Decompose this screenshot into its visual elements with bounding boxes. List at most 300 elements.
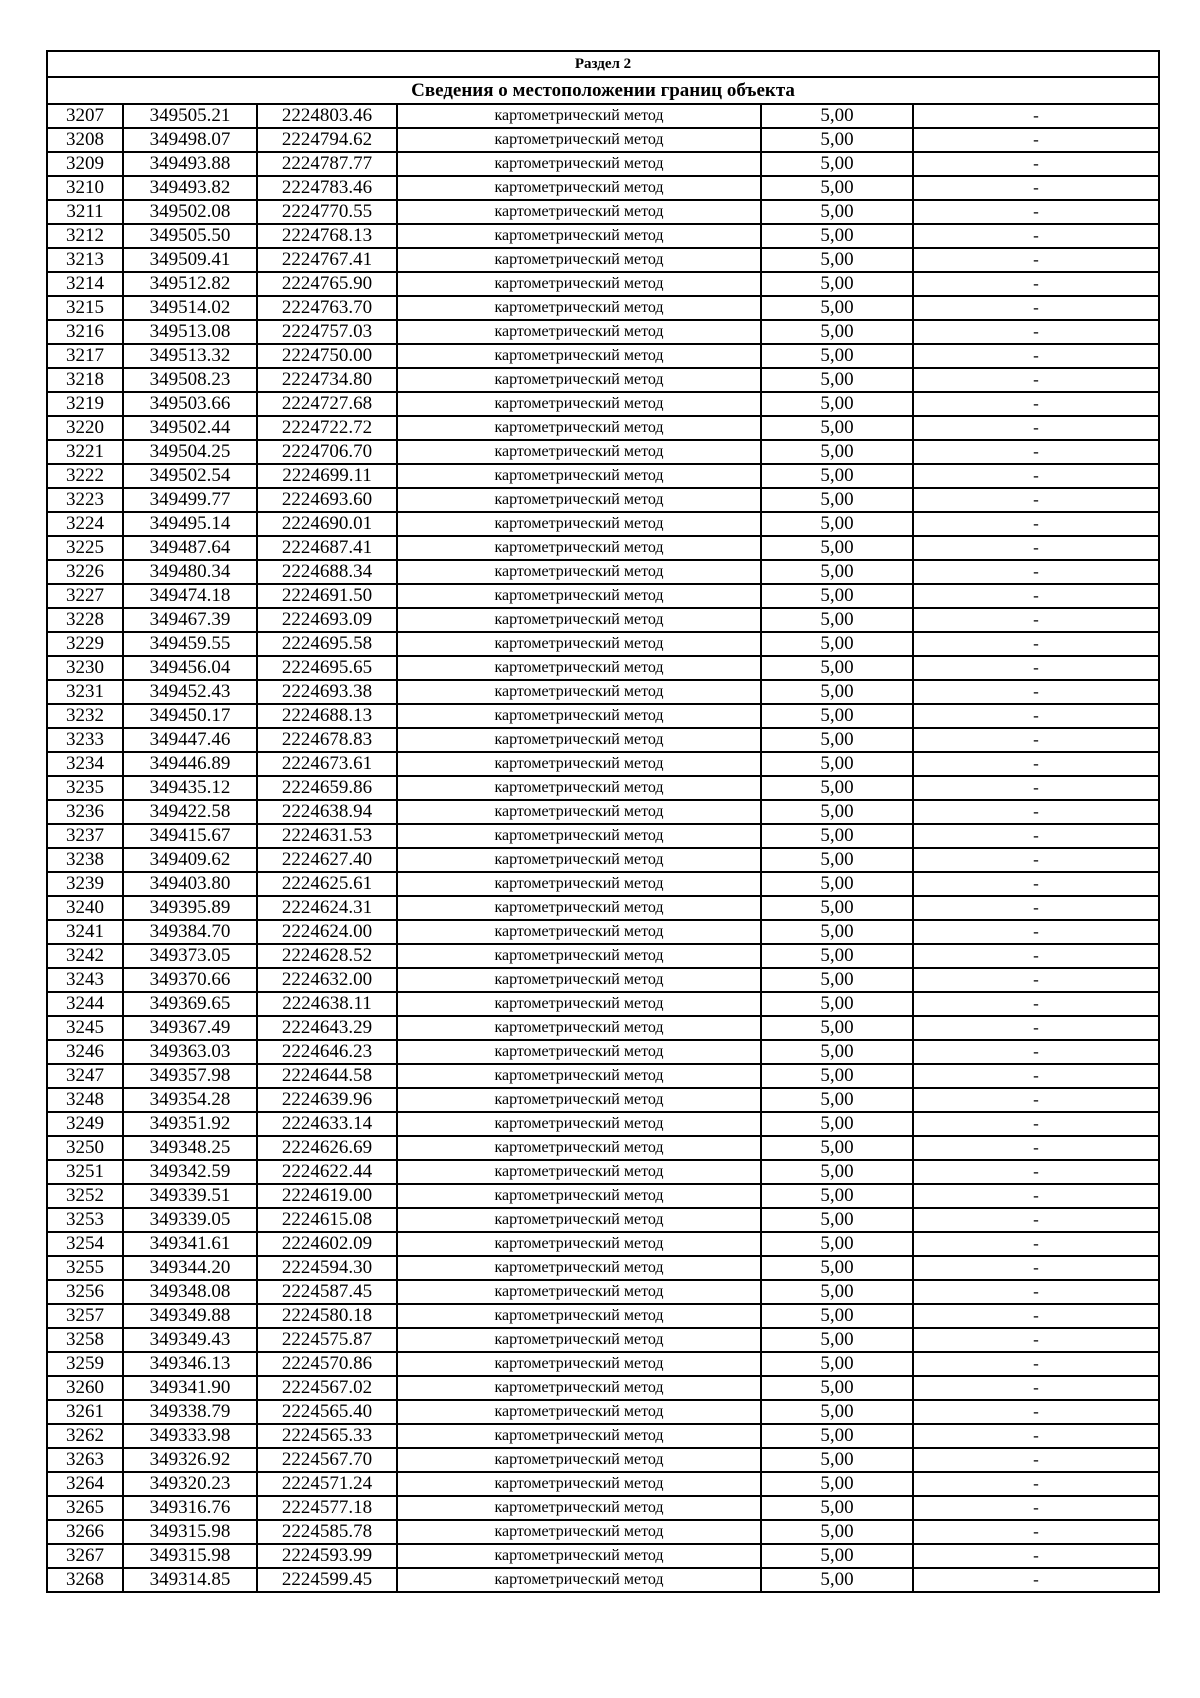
accuracy-value: 5,00: [761, 104, 913, 128]
table-row: [47, 992, 1159, 1016]
section-header-row: [47, 51, 1159, 77]
table-row: [47, 1352, 1159, 1376]
accuracy-value: 5,00: [761, 1184, 913, 1208]
point-number: 3223: [47, 488, 123, 512]
determination-method: картометрический метод: [397, 1088, 761, 1112]
coordinate-y: 2224631.53: [257, 824, 397, 848]
accuracy-value: 5,00: [761, 944, 913, 968]
table-row: [47, 656, 1159, 680]
coordinate-x: 349338.79: [123, 1400, 257, 1424]
accuracy-value: 5,00: [761, 1064, 913, 1088]
point-number: 3227: [47, 584, 123, 608]
determination-method: картометрический метод: [397, 1040, 761, 1064]
point-description: -: [913, 1016, 1159, 1040]
table-row: [47, 968, 1159, 992]
point-number: 3209: [47, 152, 123, 176]
point-description: -: [913, 1496, 1159, 1520]
determination-method: картометрический метод: [397, 1256, 761, 1280]
accuracy-value: 5,00: [761, 440, 913, 464]
coordinate-x: 349367.49: [123, 1016, 257, 1040]
coordinate-y: 2224638.94: [257, 800, 397, 824]
coordinate-y: 2224632.00: [257, 968, 397, 992]
accuracy-value: 5,00: [761, 1016, 913, 1040]
coordinate-x: 349369.65: [123, 992, 257, 1016]
coordinate-x: 349509.41: [123, 248, 257, 272]
accuracy-value: 5,00: [761, 1040, 913, 1064]
accuracy-value: 5,00: [761, 488, 913, 512]
table-row: [47, 512, 1159, 536]
coordinate-y: 2224646.23: [257, 1040, 397, 1064]
point-description: -: [913, 704, 1159, 728]
table-row: [47, 752, 1159, 776]
point-number: 3261: [47, 1400, 123, 1424]
accuracy-value: 5,00: [761, 632, 913, 656]
coordinate-x: 349349.43: [123, 1328, 257, 1352]
coordinate-y: 2224688.34: [257, 560, 397, 584]
point-number: 3230: [47, 656, 123, 680]
point-description: -: [913, 560, 1159, 584]
point-number: 3213: [47, 248, 123, 272]
table-row: [47, 1448, 1159, 1472]
coordinate-x: 349333.98: [123, 1424, 257, 1448]
accuracy-value: 5,00: [761, 224, 913, 248]
coordinate-x: 349514.02: [123, 296, 257, 320]
coordinate-y: 2224624.00: [257, 920, 397, 944]
coordinate-x: 349315.98: [123, 1544, 257, 1568]
point-number: 3232: [47, 704, 123, 728]
coordinate-x: 349502.08: [123, 200, 257, 224]
point-number: 3226: [47, 560, 123, 584]
accuracy-value: 5,00: [761, 560, 913, 584]
coordinate-y: 2224691.50: [257, 584, 397, 608]
point-description: -: [913, 968, 1159, 992]
determination-method: картометрический метод: [397, 224, 761, 248]
determination-method: картометрический метод: [397, 1280, 761, 1304]
coordinate-x: 349512.82: [123, 272, 257, 296]
point-description: -: [913, 992, 1159, 1016]
point-number: 3246: [47, 1040, 123, 1064]
table-row: [47, 176, 1159, 200]
point-description: -: [913, 128, 1159, 152]
determination-method: картометрический метод: [397, 1136, 761, 1160]
table-row: [47, 1328, 1159, 1352]
point-number: 3241: [47, 920, 123, 944]
accuracy-value: 5,00: [761, 1496, 913, 1520]
coordinate-y: 2224580.18: [257, 1304, 397, 1328]
coordinate-x: 349316.76: [123, 1496, 257, 1520]
table-row: [47, 944, 1159, 968]
coordinate-y: 2224585.78: [257, 1520, 397, 1544]
point-number: 3237: [47, 824, 123, 848]
point-number: 3263: [47, 1448, 123, 1472]
determination-method: картометрический метод: [397, 1400, 761, 1424]
coordinate-y: 2224587.45: [257, 1280, 397, 1304]
coordinate-x: 349422.58: [123, 800, 257, 824]
coordinate-x: 349403.80: [123, 872, 257, 896]
point-number: 3265: [47, 1496, 123, 1520]
coordinate-x: 349339.05: [123, 1208, 257, 1232]
point-number: 3220: [47, 416, 123, 440]
table-row: [47, 680, 1159, 704]
point-number: 3264: [47, 1472, 123, 1496]
determination-method: картометрический метод: [397, 968, 761, 992]
accuracy-value: 5,00: [761, 728, 913, 752]
table-row: [47, 800, 1159, 824]
determination-method: картометрический метод: [397, 1520, 761, 1544]
point-description: -: [913, 752, 1159, 776]
coordinate-x: 349348.25: [123, 1136, 257, 1160]
coordinate-y: 2224577.18: [257, 1496, 397, 1520]
determination-method: картометрический метод: [397, 1208, 761, 1232]
point-number: 3207: [47, 104, 123, 128]
table-row: [47, 1304, 1159, 1328]
determination-method: картометрический метод: [397, 176, 761, 200]
determination-method: картометрический метод: [397, 1544, 761, 1568]
point-number: 3253: [47, 1208, 123, 1232]
coordinate-x: 349459.55: [123, 632, 257, 656]
point-description: -: [913, 1424, 1159, 1448]
coordinate-y: 2224695.58: [257, 632, 397, 656]
accuracy-value: 5,00: [761, 536, 913, 560]
point-number: 3248: [47, 1088, 123, 1112]
point-number: 3242: [47, 944, 123, 968]
point-number: 3228: [47, 608, 123, 632]
point-description: -: [913, 1208, 1159, 1232]
coordinate-y: 2224567.02: [257, 1376, 397, 1400]
coordinate-x: 349373.05: [123, 944, 257, 968]
point-number: 3216: [47, 320, 123, 344]
accuracy-value: 5,00: [761, 584, 913, 608]
coordinate-x: 349495.14: [123, 512, 257, 536]
determination-method: картометрический метод: [397, 512, 761, 536]
coordinate-x: 349363.03: [123, 1040, 257, 1064]
point-description: -: [913, 104, 1159, 128]
table-row: [47, 200, 1159, 224]
point-description: -: [913, 344, 1159, 368]
accuracy-value: 5,00: [761, 128, 913, 152]
coordinate-x: 349320.23: [123, 1472, 257, 1496]
coordinate-y: 2224706.70: [257, 440, 397, 464]
coordinate-y: 2224693.60: [257, 488, 397, 512]
determination-method: картометрический метод: [397, 944, 761, 968]
point-number: 3214: [47, 272, 123, 296]
determination-method: картометрический метод: [397, 1568, 761, 1592]
coordinate-x: 349504.25: [123, 440, 257, 464]
determination-method: картометрический метод: [397, 1328, 761, 1352]
coordinate-x: 349493.82: [123, 176, 257, 200]
point-number: 3219: [47, 392, 123, 416]
coordinate-y: 2224626.69: [257, 1136, 397, 1160]
point-number: 3222: [47, 464, 123, 488]
table-row: [47, 1208, 1159, 1232]
determination-method: картометрический метод: [397, 728, 761, 752]
point-number: 3208: [47, 128, 123, 152]
coordinate-x: 349339.51: [123, 1184, 257, 1208]
accuracy-value: 5,00: [761, 392, 913, 416]
coordinate-y: 2224602.09: [257, 1232, 397, 1256]
coordinate-x: 349474.18: [123, 584, 257, 608]
coordinate-y: 2224695.65: [257, 656, 397, 680]
point-description: -: [913, 392, 1159, 416]
point-description: -: [913, 464, 1159, 488]
accuracy-value: 5,00: [761, 1256, 913, 1280]
table-row: [47, 632, 1159, 656]
determination-method: картометрический метод: [397, 1160, 761, 1184]
point-description: -: [913, 1520, 1159, 1544]
table-row: [47, 608, 1159, 632]
coordinate-x: 349513.32: [123, 344, 257, 368]
point-number: 3231: [47, 680, 123, 704]
accuracy-value: 5,00: [761, 1280, 913, 1304]
coordinate-x: 349384.70: [123, 920, 257, 944]
determination-method: картометрический метод: [397, 1112, 761, 1136]
point-description: -: [913, 776, 1159, 800]
accuracy-value: 5,00: [761, 368, 913, 392]
coordinate-x: 349351.92: [123, 1112, 257, 1136]
determination-method: картометрический метод: [397, 1064, 761, 1088]
point-number: 3258: [47, 1328, 123, 1352]
accuracy-value: 5,00: [761, 1160, 913, 1184]
accuracy-value: 5,00: [761, 1448, 913, 1472]
table-row: [47, 1016, 1159, 1040]
point-number: 3217: [47, 344, 123, 368]
coordinate-x: 349344.20: [123, 1256, 257, 1280]
determination-method: картометрический метод: [397, 104, 761, 128]
determination-method: картометрический метод: [397, 128, 761, 152]
point-description: -: [913, 584, 1159, 608]
accuracy-value: 5,00: [761, 1424, 913, 1448]
point-description: -: [913, 440, 1159, 464]
table-row: [47, 776, 1159, 800]
point-description: -: [913, 1280, 1159, 1304]
point-description: -: [913, 488, 1159, 512]
point-description: -: [913, 1160, 1159, 1184]
point-number: 3255: [47, 1256, 123, 1280]
coordinate-x: 349354.28: [123, 1088, 257, 1112]
table-row: [47, 1088, 1159, 1112]
coordinate-y: 2224565.40: [257, 1400, 397, 1424]
determination-method: картометрический метод: [397, 248, 761, 272]
determination-method: картометрический метод: [397, 464, 761, 488]
table-row: [47, 1496, 1159, 1520]
coordinate-y: 2224615.08: [257, 1208, 397, 1232]
determination-method: картометрический метод: [397, 1184, 761, 1208]
accuracy-value: 5,00: [761, 1328, 913, 1352]
accuracy-value: 5,00: [761, 1520, 913, 1544]
coordinate-x: 349502.44: [123, 416, 257, 440]
accuracy-value: 5,00: [761, 1400, 913, 1424]
point-number: 3225: [47, 536, 123, 560]
coordinate-x: 349502.54: [123, 464, 257, 488]
table-row: [47, 1424, 1159, 1448]
point-description: -: [913, 1568, 1159, 1592]
coordinate-y: 2224750.00: [257, 344, 397, 368]
point-number: 3254: [47, 1232, 123, 1256]
accuracy-value: 5,00: [761, 1208, 913, 1232]
determination-method: картометрический метод: [397, 440, 761, 464]
point-number: 3233: [47, 728, 123, 752]
point-number: 3245: [47, 1016, 123, 1040]
accuracy-value: 5,00: [761, 152, 913, 176]
coordinate-x: 349456.04: [123, 656, 257, 680]
accuracy-value: 5,00: [761, 776, 913, 800]
determination-method: картометрический метод: [397, 392, 761, 416]
coordinate-x: 349480.34: [123, 560, 257, 584]
table-row: [47, 872, 1159, 896]
accuracy-value: 5,00: [761, 512, 913, 536]
table-row: [47, 128, 1159, 152]
determination-method: картометрический метод: [397, 800, 761, 824]
coordinate-y: 2224673.61: [257, 752, 397, 776]
table-row: [47, 464, 1159, 488]
coordinate-x: 349450.17: [123, 704, 257, 728]
coordinate-x: 349395.89: [123, 896, 257, 920]
coordinate-y: 2224727.68: [257, 392, 397, 416]
table-row: [47, 1256, 1159, 1280]
point-number: 3251: [47, 1160, 123, 1184]
determination-method: картометрический метод: [397, 824, 761, 848]
determination-method: картометрический метод: [397, 368, 761, 392]
table-row: [47, 1160, 1159, 1184]
determination-method: картометрический метод: [397, 1016, 761, 1040]
coordinate-y: 2224678.83: [257, 728, 397, 752]
determination-method: картометрический метод: [397, 896, 761, 920]
determination-method: картометрический метод: [397, 272, 761, 296]
table-row: [47, 248, 1159, 272]
point-description: -: [913, 1112, 1159, 1136]
coordinate-x: 349467.39: [123, 608, 257, 632]
coordinate-x: 349348.08: [123, 1280, 257, 1304]
coordinate-y: 2224734.80: [257, 368, 397, 392]
coordinate-x: 349487.64: [123, 536, 257, 560]
accuracy-value: 5,00: [761, 872, 913, 896]
accuracy-value: 5,00: [761, 920, 913, 944]
determination-method: картометрический метод: [397, 920, 761, 944]
point-description: -: [913, 176, 1159, 200]
coordinate-x: 349513.08: [123, 320, 257, 344]
coordinate-y: 2224767.41: [257, 248, 397, 272]
coordinate-y: 2224659.86: [257, 776, 397, 800]
table-row: [47, 320, 1159, 344]
accuracy-value: 5,00: [761, 1112, 913, 1136]
table-row: [47, 584, 1159, 608]
coordinate-y: 2224638.11: [257, 992, 397, 1016]
accuracy-value: 5,00: [761, 1136, 913, 1160]
coordinate-y: 2224687.41: [257, 536, 397, 560]
coordinate-y: 2224690.01: [257, 512, 397, 536]
accuracy-value: 5,00: [761, 464, 913, 488]
determination-method: картометрический метод: [397, 296, 761, 320]
point-number: 3257: [47, 1304, 123, 1328]
point-number: 3266: [47, 1520, 123, 1544]
point-description: -: [913, 536, 1159, 560]
coordinate-y: 2224688.13: [257, 704, 397, 728]
table-row: [47, 344, 1159, 368]
determination-method: картометрический метод: [397, 632, 761, 656]
point-description: -: [913, 1136, 1159, 1160]
point-number: 3267: [47, 1544, 123, 1568]
determination-method: картометрический метод: [397, 488, 761, 512]
accuracy-value: 5,00: [761, 824, 913, 848]
coordinate-y: 2224570.86: [257, 1352, 397, 1376]
point-number: 3218: [47, 368, 123, 392]
coordinate-x: 349415.67: [123, 824, 257, 848]
point-description: -: [913, 608, 1159, 632]
coordinate-x: 349446.89: [123, 752, 257, 776]
determination-method: картометрический метод: [397, 848, 761, 872]
coordinate-y: 2224783.46: [257, 176, 397, 200]
determination-method: картометрический метод: [397, 776, 761, 800]
table-row: [47, 488, 1159, 512]
table-row: [47, 1136, 1159, 1160]
point-description: -: [913, 848, 1159, 872]
accuracy-value: 5,00: [761, 968, 913, 992]
coordinate-y: 2224628.52: [257, 944, 397, 968]
table-row: [47, 560, 1159, 584]
table-row: [47, 1280, 1159, 1304]
determination-method: картометрический метод: [397, 1424, 761, 1448]
table-row: [47, 272, 1159, 296]
point-description: -: [913, 416, 1159, 440]
coordinate-y: 2224622.44: [257, 1160, 397, 1184]
point-description: -: [913, 1304, 1159, 1328]
point-number: 3240: [47, 896, 123, 920]
table-row: [47, 416, 1159, 440]
coordinate-x: 349346.13: [123, 1352, 257, 1376]
point-number: 3239: [47, 872, 123, 896]
point-number: 3259: [47, 1352, 123, 1376]
point-description: -: [913, 1448, 1159, 1472]
coordinate-y: 2224575.87: [257, 1328, 397, 1352]
table-row: [47, 296, 1159, 320]
determination-method: картометрический метод: [397, 992, 761, 1016]
accuracy-value: 5,00: [761, 992, 913, 1016]
table-row: [47, 824, 1159, 848]
point-number: 3249: [47, 1112, 123, 1136]
determination-method: картометрический метод: [397, 608, 761, 632]
table-row: [47, 1184, 1159, 1208]
table-row: [47, 728, 1159, 752]
coordinate-y: 2224803.46: [257, 104, 397, 128]
table-row: [47, 1520, 1159, 1544]
coordinate-y: 2224599.45: [257, 1568, 397, 1592]
coordinate-x: 349503.66: [123, 392, 257, 416]
point-number: 3244: [47, 992, 123, 1016]
point-number: 3238: [47, 848, 123, 872]
point-description: -: [913, 1040, 1159, 1064]
point-description: -: [913, 1376, 1159, 1400]
determination-method: картометрический метод: [397, 1376, 761, 1400]
point-description: -: [913, 632, 1159, 656]
coordinate-x: 349409.62: [123, 848, 257, 872]
table-row: [47, 1112, 1159, 1136]
point-description: -: [913, 1064, 1159, 1088]
table-row: [47, 1400, 1159, 1424]
point-number: 3260: [47, 1376, 123, 1400]
point-description: -: [913, 1472, 1159, 1496]
point-number: 3243: [47, 968, 123, 992]
table-row: [47, 848, 1159, 872]
table-row: [47, 1232, 1159, 1256]
coordinate-y: 2224768.13: [257, 224, 397, 248]
point-description: -: [913, 368, 1159, 392]
accuracy-value: 5,00: [761, 320, 913, 344]
point-description: -: [913, 1400, 1159, 1424]
point-description: -: [913, 1352, 1159, 1376]
coordinate-x: 349370.66: [123, 968, 257, 992]
accuracy-value: 5,00: [761, 896, 913, 920]
point-description: -: [913, 512, 1159, 536]
